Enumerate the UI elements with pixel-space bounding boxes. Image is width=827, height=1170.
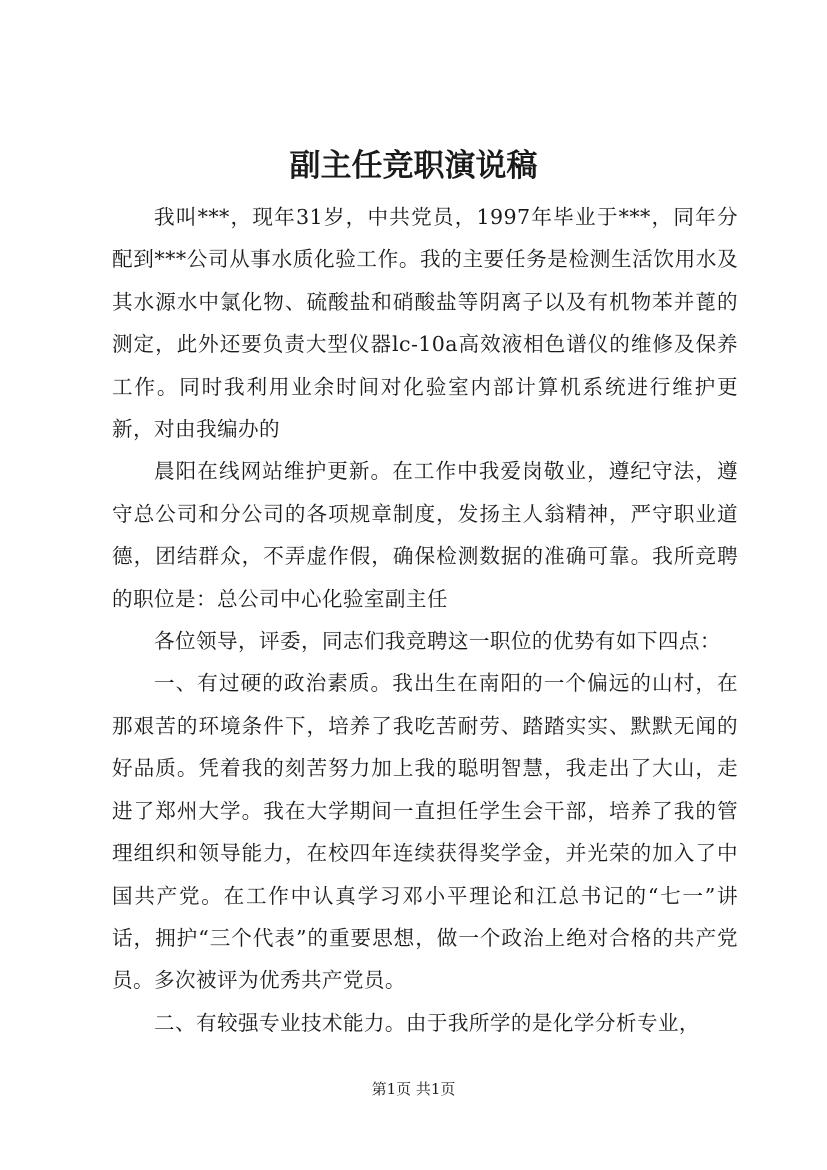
page-footer: 第1页 共1页 [371, 1080, 456, 1098]
paragraph-5: 二、有较强专业技术能力。由于我所学的是化学分析专业， [154, 1010, 700, 1035]
document-title: 副主任竞职演说稿 [289, 148, 538, 184]
document-body [112, 196, 738, 1044]
paragraph-2: 晨阳在线网站维护更新。在工作中我爱岗敬业，遵纪守法，遵守总公司和分公司的各项规章制度，发扬主人翁精神，严守职业道德，团结群众，不弄虚作假，确保检测数据的准确可靠。我所竞聘的职位是：总公司中心化验室副主任 [112, 459, 738, 611]
paragraph-4: 一、有过硬的政治素质。我出生在南阳的一个偏远的山村，在那艰苦的环境条件下，培养了我吃苦耐劳、踏踏实实、默默无闻的好品质。凭着我的刻苦努力加上我的聪明智慧，我走出了大山，走进了郑州大学。我在大学期间一直担任学生会干部，培养了我的管理组织和领导能力，在校四年连续获得奖学金，并光荣的加入了中国共产党。在工作中认真学习邓小平理论和江总书记的“七一”讲话，拥护“三个代表”的重要思想，做一个政治上绝对合格的共产党员。多次被评为优秀共产党员。 [112, 671, 738, 993]
paragraph-3: 各位领导，评委，同志们我竞聘这一职位的优势有如下四点： [154, 629, 721, 654]
paragraph-1: 我叫***，现年31岁，中共党员，1997年毕业于***，同年分配到***公司从事水质化验工作。我的主要任务是检测生活饮用水及其水源水中氯化物、硫酸盐和硝酸盐等阴离子以及有机物苯并蓖的测定，此外还要负责大型仪器lc-10a高效液相色谱仪的维修及保养工作。同时我利用业余时间对化验室内部计算机系统进行维护更新，对由我编办的 [112, 205, 738, 442]
